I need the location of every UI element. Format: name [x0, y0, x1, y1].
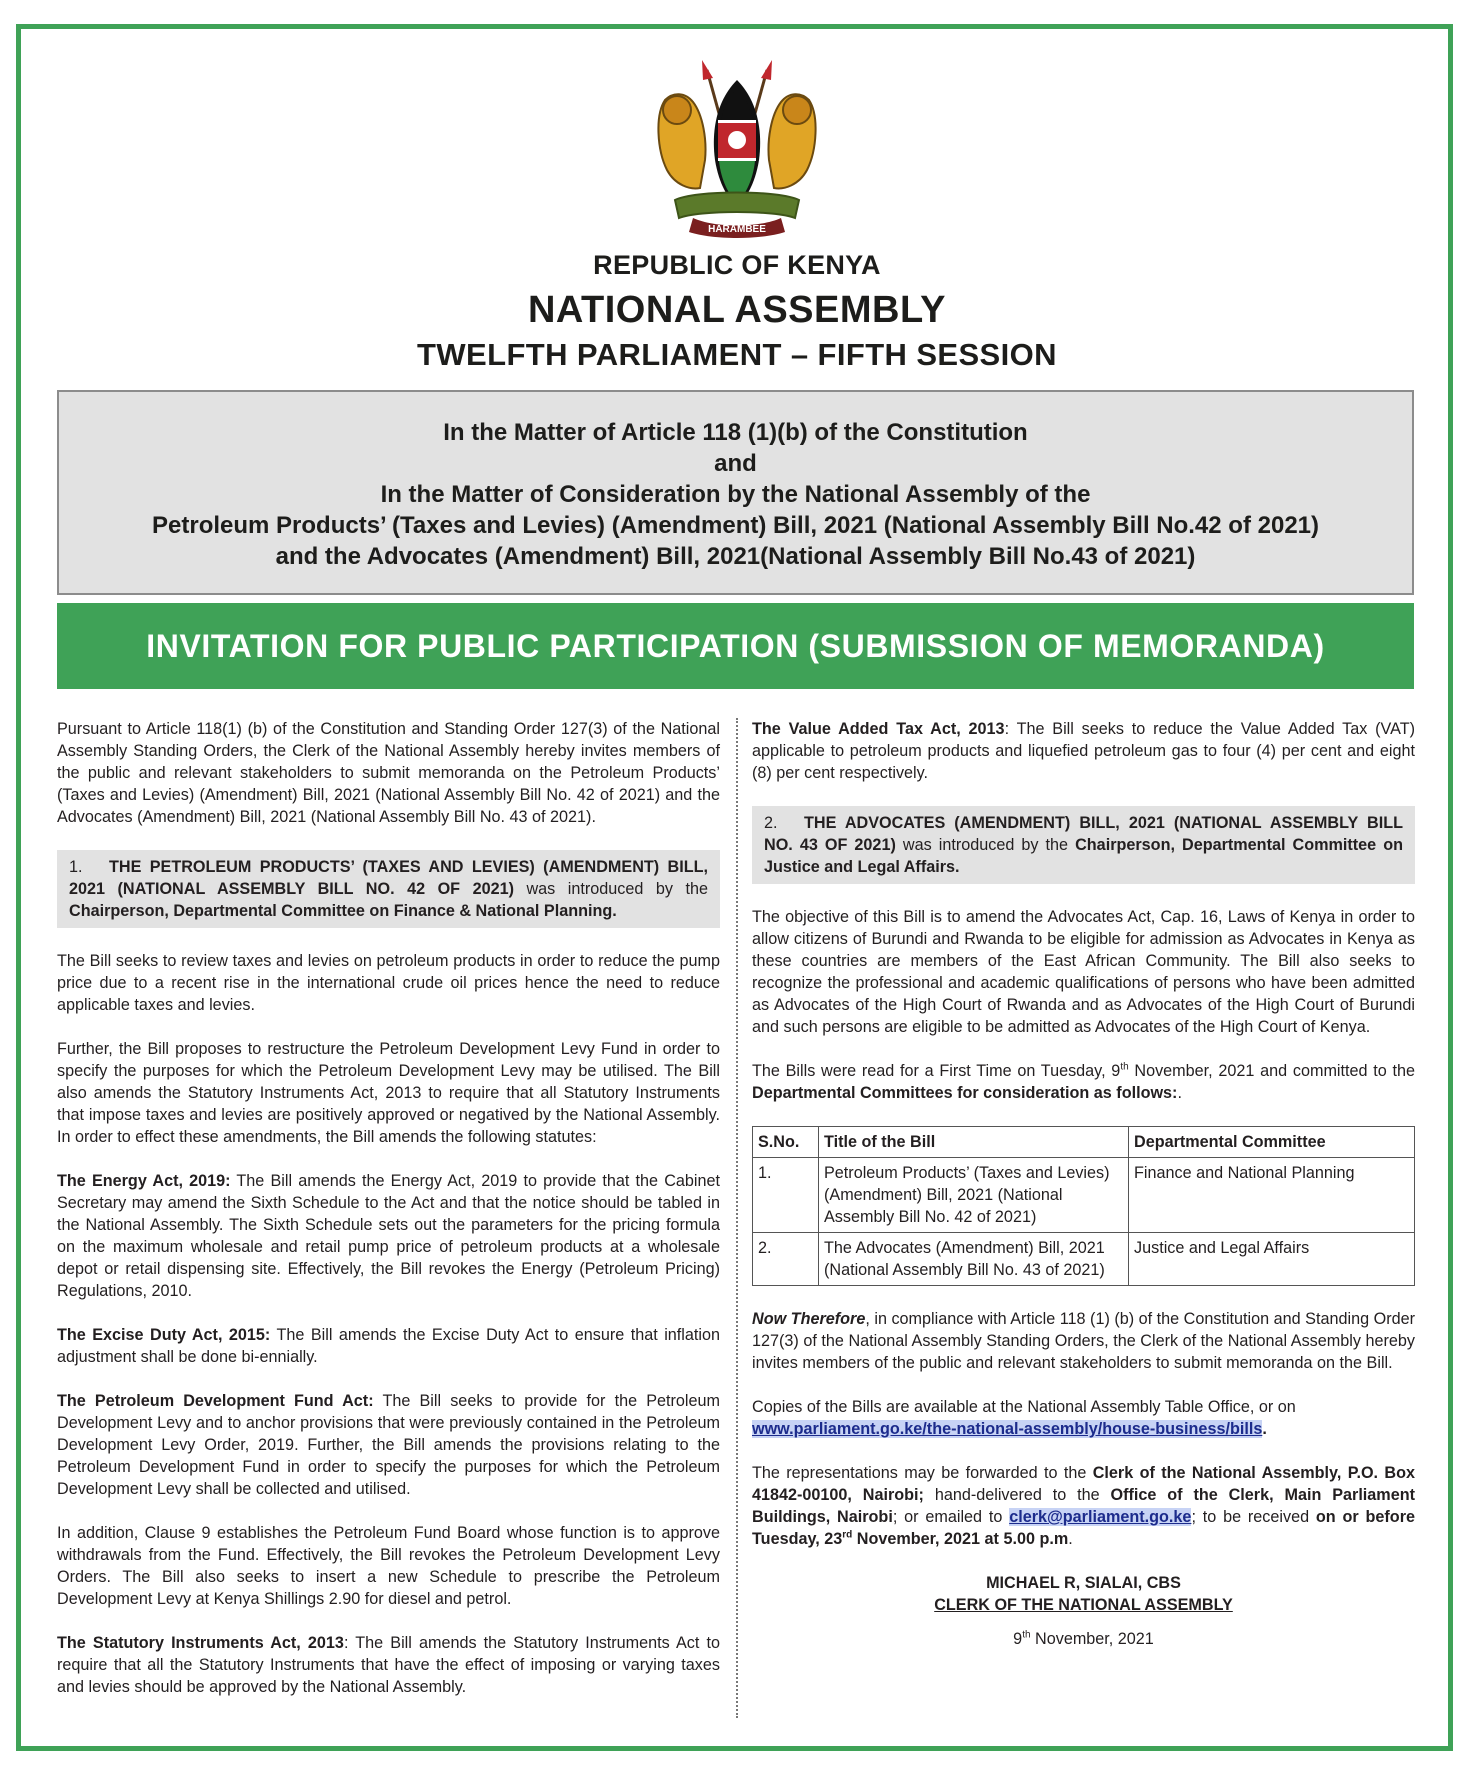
session-heading: TWELFTH PARLIAMENT – FIFTH SESSION — [417, 337, 1057, 372]
table-header-row — [753, 1127, 1415, 1158]
now-therefore-text: , in compliance with Article 118 (1) (b) of the Constitution and Standing Order 127(3) of the National Assembly Standing Orders, the Clerk of the National Assembly hereby invites members of the public and relevant stakeholders to submit memoranda on the Bill. — [752, 1310, 1415, 1372]
read-sup: th — [1120, 1061, 1129, 1073]
intro-paragraph: Pursuant to Article 118(1) (b) of the Constitution and Standing Order 127(3) of the National Assembly Standing Orders, the Clerk of the National Assembly hereby invites members of the public and relevant stakeholders to submit memoranda on the Petroleum Products’ (Taxes and Levies) (Amendment) Bill, 2021 (National Assembly Bill No. 42 of 2021) and the Advocates (Amendment) Bill, 2021 (National Assembly Bill No. 43 of 2021). — [57, 720, 720, 826]
right-column — [752, 718, 1415, 1650]
bill2-box — [752, 806, 1415, 884]
now-therefore-title: Now Therefore — [752, 1310, 866, 1328]
matter-line: and the Advocates (Amendment) Bill, 2021(National Assembly Bill No.43 of 2021) — [275, 543, 1196, 570]
sia-title: The Statutory Instruments Act, 2013 — [57, 1634, 344, 1652]
rep-deadline-time: November, 2021 at 5.00 p.m — [852, 1530, 1069, 1548]
matter-line: In the Matter of Consideration by the National Assembly of the — [380, 481, 1091, 508]
rep-text-f: ; to be received — [1191, 1508, 1316, 1526]
table-cell: Justice and Legal Affairs — [1129, 1233, 1415, 1286]
read-text-b: November, 2021 and committed to the — [1128, 1062, 1415, 1080]
rep-text-c: hand-delivered to the — [923, 1486, 1111, 1504]
bill2-mid: was introduced by the — [895, 836, 1076, 854]
table-row — [753, 1158, 1415, 1233]
table-cell: 2. — [753, 1233, 819, 1286]
bill1-purpose: The Bill seeks to review taxes and levies on petroleum products in order to reduce the pump price due to a recent rise in the international crude oil prices hence the need to reduce applicable taxes and levies. — [57, 952, 720, 1014]
date-rest: November, 2021 — [1030, 1630, 1154, 1648]
table-row — [753, 1233, 1415, 1286]
rep-sup: rd — [842, 1529, 853, 1541]
read-bold: Departmental Committees for consideration as follows: — [752, 1084, 1178, 1102]
pdf-act-title: The Petroleum Development Fund Act: — [57, 1392, 374, 1410]
rep-deadline: on or before Tuesday, 23 — [752, 1508, 1415, 1548]
objective-paragraph: The objective of this Bill is to amend the Advocates Act, Cap. 16, Laws of Kenya in order to allow citizens of Burundi and Rwanda to be eligible for admission as Advocates in Kenya as these countries are members of the East African Community. The Bill also seeks to recognize the professional and academic qualifications of persons who have been admitted as Advocates of the High Court of Rwanda and as Advocates of the High Court of Burundi and such persons are eligible to be admitted as Advocates of the High Court of Kenya. — [752, 908, 1415, 1036]
sia-paragraph — [57, 1632, 720, 1698]
table-cell: Petroleum Products’ (Taxes and Levies) (Amendment) Bill, 2021 (National Assembly Bill No. 42 of 2021) — [819, 1158, 1129, 1233]
matter-line: and — [714, 450, 757, 477]
table-header: Departmental Committee — [1129, 1127, 1415, 1158]
signatory-title: CLERK OF THE NATIONAL ASSEMBLY — [934, 1596, 1233, 1614]
signature-block — [752, 1572, 1415, 1650]
excise-act-text: The Bill amends the Excise Duty Act to ensure that inflation adjustment shall be done bi-ennially. — [57, 1326, 720, 1366]
matter-line: Petroleum Products’ (Taxes and Levies) (Amendment) Bill, 2021 (National Assembly Bill No.42 of 2021) — [152, 512, 1319, 539]
clerk-email-link[interactable]: clerk@parliament.go.ke — [1009, 1508, 1192, 1526]
url-end: . — [1262, 1420, 1267, 1438]
crest-motto: HARAMBEE — [708, 224, 766, 235]
representations-paragraph — [752, 1462, 1415, 1550]
column-divider — [736, 718, 738, 1718]
vat-paragraph — [752, 718, 1415, 784]
rep-text-e: ; or emailed to — [892, 1508, 1010, 1526]
date-sup: th — [1022, 1629, 1031, 1641]
table-cell: Finance and National Planning — [1129, 1158, 1415, 1233]
sia-text: : The Bill amends the Statutory Instruments Act to require that all the Statutory Instruments that have the effect of imposing or varying taxes and levies should be approved by the National Assembly. — [57, 1634, 720, 1696]
signature-date — [752, 1628, 1415, 1650]
bills-table — [752, 1126, 1415, 1286]
first-reading-paragraph — [752, 1060, 1415, 1104]
bills-url-link[interactable]: www.parliament.go.ke/the-national-assembly/house-business/bills — [752, 1420, 1263, 1438]
excise-act-title: The Excise Duty Act, 2015: — [57, 1326, 271, 1344]
bill2-number: 2. — [764, 814, 778, 832]
assembly-heading: NATIONAL ASSEMBLY — [527, 289, 947, 331]
signatory-name: MICHAEL R, SIALAI, CBS — [986, 1574, 1181, 1592]
table-cell: 1. — [753, 1158, 819, 1233]
clause9-paragraph: In addition, Clause 9 establishes the Petroleum Fund Board whose function is to approve withdrawals from the Fund. Effectively, the Bill revokes the Petroleum Development Levy Orders. The Bill also seeks to insert a new Schedule to prescribe the Petroleum Development Levy at Kenya Shillings 2.90 for diesel and petrol. — [57, 1524, 720, 1608]
republic-heading: REPUBLIC OF KENYA — [593, 250, 881, 280]
rep-office: Office of the Clerk, Main Parliament Buildings, Nairobi — [752, 1486, 1415, 1526]
left-column — [57, 718, 720, 1720]
table-header: S.No. — [753, 1127, 819, 1158]
vat-text: : The Bill seeks to reduce the Value Added Tax (VAT) applicable to petroleum products and liquefied petroleum gas to four (4) per cent and eight (8) per cent respectively. — [752, 720, 1415, 782]
vat-title: The Value Added Tax Act, 2013 — [752, 720, 1005, 738]
bill1-title: THE PETROLEUM PRODUCTS’ (TAXES AND LEVIES) (AMENDMENT) BILL, 2021 (NATIONAL ASSEMBLY BILL NO. 42 OF 2021) — [69, 858, 708, 898]
rep-address: Clerk of the National Assembly, P.O. Box 41842-00100, Nairobi; — [752, 1464, 1415, 1504]
now-therefore-paragraph — [752, 1308, 1415, 1374]
date-day: 9 — [1013, 1630, 1023, 1648]
matter-box — [57, 390, 1414, 595]
excise-act-paragraph — [57, 1324, 720, 1368]
bill1-mid: was introduced by the — [513, 880, 708, 898]
bill1-committee: Chairperson, Departmental Committee on Finance & National Planning. — [69, 902, 617, 920]
bill1-box — [57, 850, 720, 928]
read-end: . — [1177, 1084, 1182, 1102]
bill1-number: 1. — [69, 858, 83, 876]
matter-line: In the Matter of Article 118 (1)(b) of the Constitution — [443, 419, 1028, 446]
kenya-coat-of-arms — [645, 60, 829, 238]
read-text-a: The Bills were read for a First Time on Tuesday, 9 — [752, 1062, 1121, 1080]
rep-text-a: The representations may be forwarded to the — [752, 1464, 1093, 1482]
energy-act-title: The Energy Act, 2019: — [57, 1172, 231, 1190]
invitation-banner: INVITATION FOR PUBLIC PARTICIPATION (SUBMISSION OF MEMORANDA) — [57, 603, 1414, 689]
table-cell: The Advocates (Amendment) Bill, 2021 (National Assembly Bill No. 43 of 2021) — [819, 1233, 1129, 1286]
energy-act-text: The Bill amends the Energy Act, 2019 to provide that the Cabinet Secretary may amend the Sixth Schedule to the Act and that the notice should be tabled in the National Assembly. The Sixth Schedule sets out the parameters for the pricing formula on the maximum wholesale and retail pump price of petroleum products at a wholesale depot or retail dispensing site. Effectively, the Bill revokes the Energy (Petroleum Pricing) Regulations, 2010. — [57, 1172, 721, 1300]
energy-act-paragraph — [57, 1170, 720, 1302]
copies-text: Copies of the Bills are available at the National Assembly Table Office, or on — [752, 1398, 1296, 1416]
pdf-act-paragraph — [57, 1390, 720, 1500]
bill2-committee: Chairperson, Departmental Committee on Justice and Legal Affairs. — [764, 836, 1403, 876]
copies-paragraph — [752, 1396, 1415, 1440]
bill2-title: THE ADVOCATES (AMENDMENT) BILL, 2021 (NATIONAL ASSEMBLY BILL NO. 43 OF 2021) — [764, 814, 1403, 854]
table-header: Title of the Bill — [819, 1127, 1129, 1158]
bill1-restructure: Further, the Bill proposes to restructure the Petroleum Development Levy Fund in order to specify the purposes for which the Petroleum Development Levy may be utilised. The Bill also amends the Statutory Instruments Act, 2013 to require that all Statutory Instruments that impose taxes and levies are positively approved or negatived by the National Assembly. In order to effect these amendments, the Bill amends the following statutes: — [57, 1040, 720, 1146]
rep-end: . — [1068, 1530, 1073, 1548]
pdf-act-text: The Bill seeks to provide for the Petroleum Development Levy and to anchor provisions that were previously contained in the Petroleum Development Levy Order, 2019. Further, the Bill amends the provisions relating to the Petroleum Development Fund in order to specify the purposes for which the Petroleum Development Levy shall be collected and utilised. — [57, 1392, 720, 1498]
